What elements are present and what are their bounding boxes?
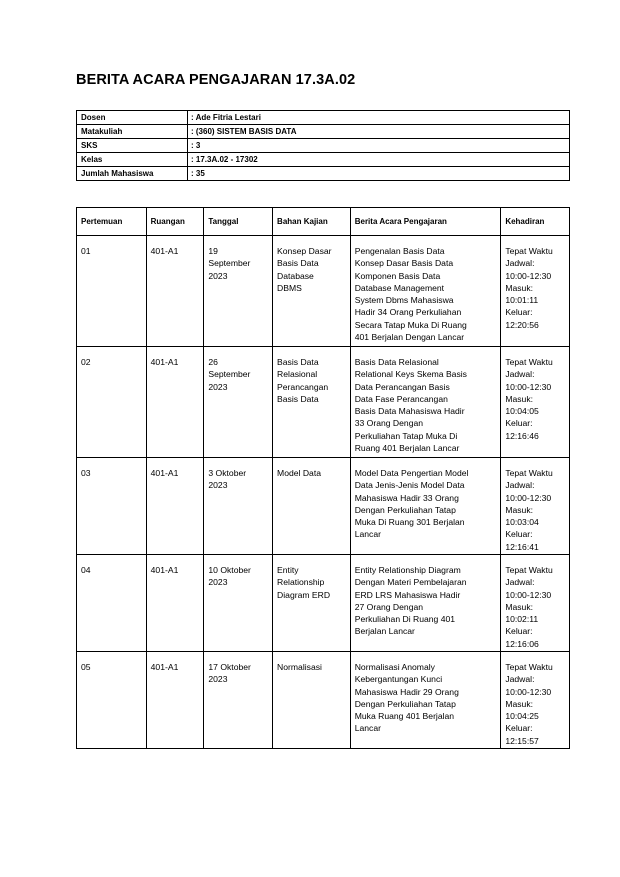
cell-berita-acara: Entity Relationship Diagram Dengan Materi Pembelajaran ERD LRS Mahasiswa Hadir 27 Orang Dengan Perkuliahan Di Ruang 401 Berjalan Lancar [350, 555, 501, 652]
info-label: Jumlah Mahasiswa [77, 167, 188, 181]
cell-ruangan: 401-A1 [146, 652, 204, 749]
cell-ruangan: 401-A1 [146, 347, 204, 458]
cell-berita-acara: Pengenalan Basis Data Konsep Dasar Basis Data Komponen Basis Data Database Management System Dbms Mahasiswa Hadir 34 Orang Perkuliahan Secara Tatap Muka Di Ruang 401 Berjalan Dengan Lancar [350, 236, 501, 347]
column-header-pertemuan: Pertemuan [77, 208, 147, 236]
cell-pertemuan: 01 [77, 236, 147, 347]
info-value: : Ade Fitria Lestari [188, 111, 570, 125]
table-header-row [77, 208, 570, 236]
info-label: SKS [77, 139, 188, 153]
column-header-kehadiran: Kehadiran [501, 208, 570, 236]
info-row [77, 125, 570, 139]
info-label: Matakuliah [77, 125, 188, 139]
info-value: : 35 [188, 167, 570, 181]
cell-kehadiran: Tepat Waktu Jadwal: 10:00-12:30 Masuk: 10:04:05 Keluar: 12:16:46 [501, 347, 570, 458]
cell-tanggal: 26 September 2023 [204, 347, 273, 458]
cell-bahan-kajian: Entity Relationship Diagram ERD [273, 555, 351, 652]
cell-ruangan: 401-A1 [146, 555, 204, 652]
table-row [77, 458, 570, 555]
info-row [77, 111, 570, 125]
cell-bahan-kajian: Model Data [273, 458, 351, 555]
cell-kehadiran: Tepat Waktu Jadwal: 10:00-12:30 Masuk: 10:04:25 Keluar: 12:15:57 [501, 652, 570, 749]
info-value: : 3 [188, 139, 570, 153]
cell-pertemuan: 02 [77, 347, 147, 458]
cell-tanggal: 3 Oktober 2023 [204, 458, 273, 555]
cell-pertemuan: 05 [77, 652, 147, 749]
info-value: : 17.3A.02 - 17302 [188, 153, 570, 167]
info-row [77, 139, 570, 153]
course-info-table [76, 110, 570, 181]
cell-berita-acara: Normalisasi Anomaly Kebergantungan Kunci Mahasiswa Hadir 29 Orang Dengan Perkuliahan Tatap Muka Ruang 401 Berjalan Lancar [350, 652, 501, 749]
cell-kehadiran: Tepat Waktu Jadwal: 10:00-12:30 Masuk: 10:02:11 Keluar: 12:16:06 [501, 555, 570, 652]
column-header-ruangan: Ruangan [146, 208, 204, 236]
cell-berita-acara: Model Data Pengertian Model Data Jenis-Jenis Model Data Mahasiswa Hadir 33 Orang Dengan Perkuliahan Tatap Muka Di Ruang 301 Berjalan Lancar [350, 458, 501, 555]
column-header-berita-acara: Berita Acara Pengajaran [350, 208, 501, 236]
cell-pertemuan: 04 [77, 555, 147, 652]
cell-bahan-kajian: Normalisasi [273, 652, 351, 749]
info-label: Dosen [77, 111, 188, 125]
info-row [77, 167, 570, 181]
info-row [77, 153, 570, 167]
cell-kehadiran: Tepat Waktu Jadwal: 10:00-12:30 Masuk: 10:01:11 Keluar: 12:20:56 [501, 236, 570, 347]
cell-tanggal: 17 Oktober 2023 [204, 652, 273, 749]
column-header-bahan-kajian: Bahan Kajian [273, 208, 351, 236]
table-row [77, 652, 570, 749]
info-value: : (360) SISTEM BASIS DATA [188, 125, 570, 139]
cell-bahan-kajian: Basis Data Relasional Perancangan Basis Data [273, 347, 351, 458]
cell-tanggal: 19 September 2023 [204, 236, 273, 347]
cell-kehadiran: Tepat Waktu Jadwal: 10:00-12:30 Masuk: 10:03:04 Keluar: 12:16:41 [501, 458, 570, 555]
meeting-log-table [76, 207, 570, 749]
table-row [77, 236, 570, 347]
table-row [77, 555, 570, 652]
column-header-tanggal: Tanggal [204, 208, 273, 236]
cell-berita-acara: Basis Data Relasional Relational Keys Skema Basis Data Perancangan Basis Data Fase Perancangan Basis Data Mahasiswa Hadir 33 Orang Dengan Perkuliahan Tatap Muka Di Ruang 401 Berjalan Lancar [350, 347, 501, 458]
cell-tanggal: 10 Oktober 2023 [204, 555, 273, 652]
page-title: BERITA ACARA PENGAJARAN 17.3A.02 [76, 72, 356, 88]
cell-pertemuan: 03 [77, 458, 147, 555]
info-label: Kelas [77, 153, 188, 167]
cell-ruangan: 401-A1 [146, 458, 204, 555]
cell-bahan-kajian: Konsep Dasar Basis Data Database DBMS [273, 236, 351, 347]
table-row [77, 347, 570, 458]
cell-ruangan: 401-A1 [146, 236, 204, 347]
